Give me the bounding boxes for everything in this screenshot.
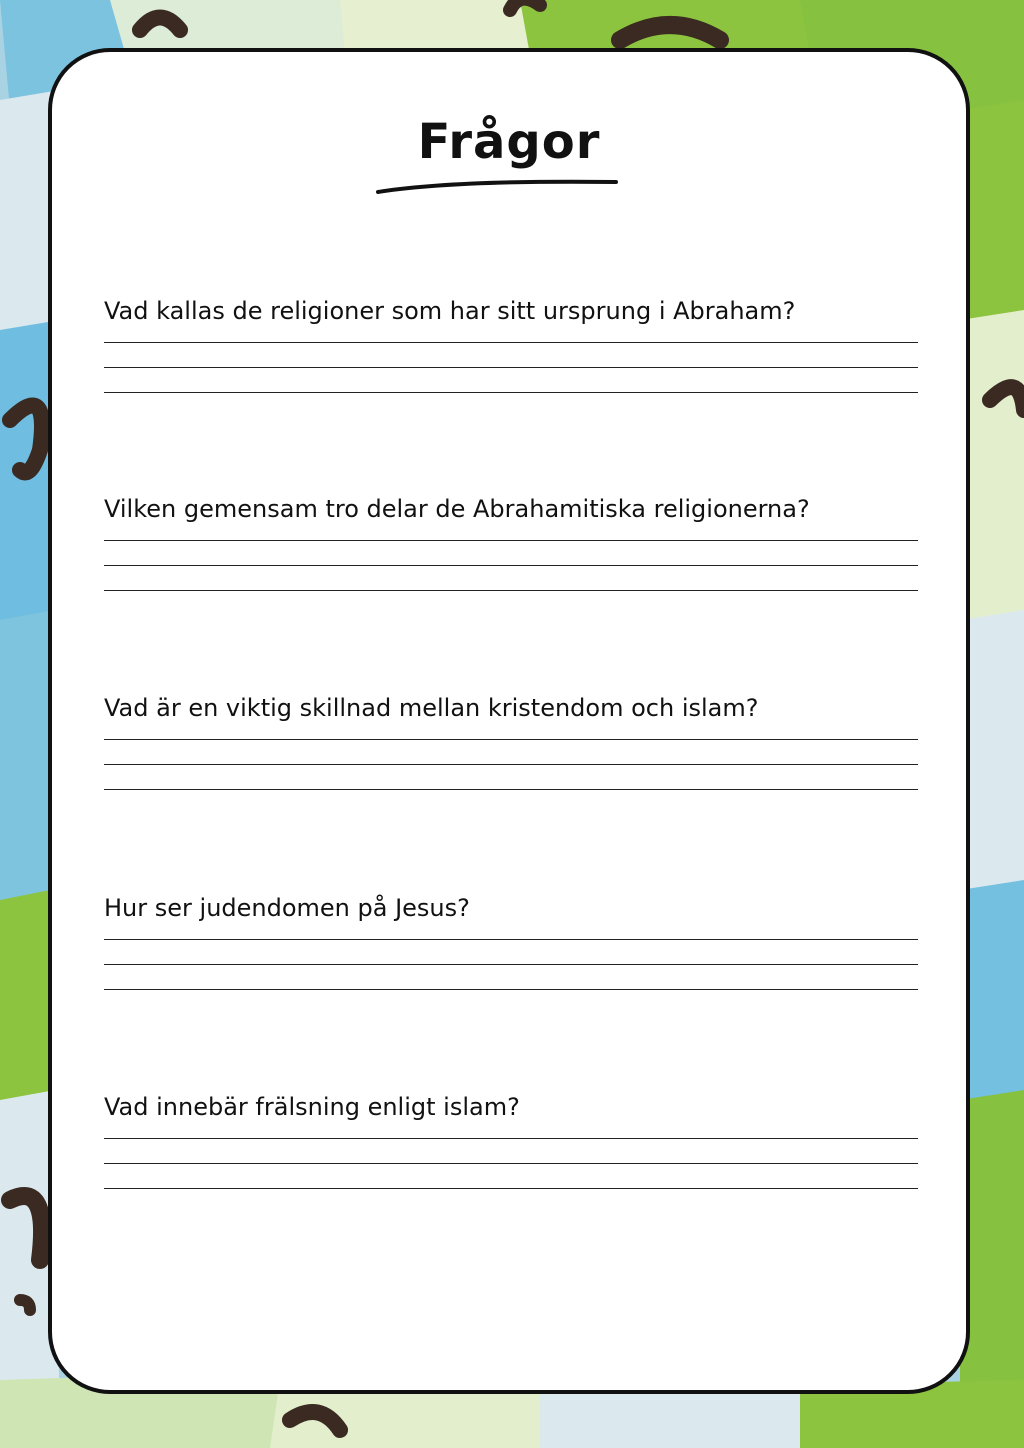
question-text: Vad kallas de religioner som har sitt ursprung i Abraham? (104, 297, 796, 325)
answer-line[interactable] (104, 565, 918, 566)
answer-line[interactable] (104, 939, 918, 940)
answer-line[interactable] (104, 739, 918, 740)
question-text: Vad innebär frälsning enligt islam? (104, 1093, 520, 1121)
answer-line[interactable] (104, 764, 918, 765)
question-text: Vilken gemensam tro delar de Abrahamitiska religionerna? (104, 495, 810, 523)
answer-line[interactable] (104, 367, 918, 368)
question-5 (104, 1090, 918, 1189)
question-2 (104, 492, 918, 591)
question-text: Hur ser judendomen på Jesus? (104, 894, 470, 922)
worksheet-card (48, 48, 970, 1394)
answer-line[interactable] (104, 989, 918, 990)
answer-line[interactable] (104, 392, 918, 393)
question-3 (104, 691, 918, 790)
answer-line[interactable] (104, 1138, 918, 1139)
answer-line[interactable] (104, 789, 918, 790)
answer-line[interactable] (104, 1188, 918, 1189)
page-title: Frågor (417, 114, 601, 170)
question-1 (104, 294, 918, 393)
answer-line[interactable] (104, 540, 918, 541)
answer-line[interactable] (104, 1163, 918, 1164)
answer-line[interactable] (104, 964, 918, 965)
question-text: Vad är en viktig skillnad mellan kristendom och islam? (104, 694, 759, 722)
question-4 (104, 891, 918, 990)
title-underline (374, 176, 620, 196)
answer-line[interactable] (104, 342, 918, 343)
answer-line[interactable] (104, 590, 918, 591)
